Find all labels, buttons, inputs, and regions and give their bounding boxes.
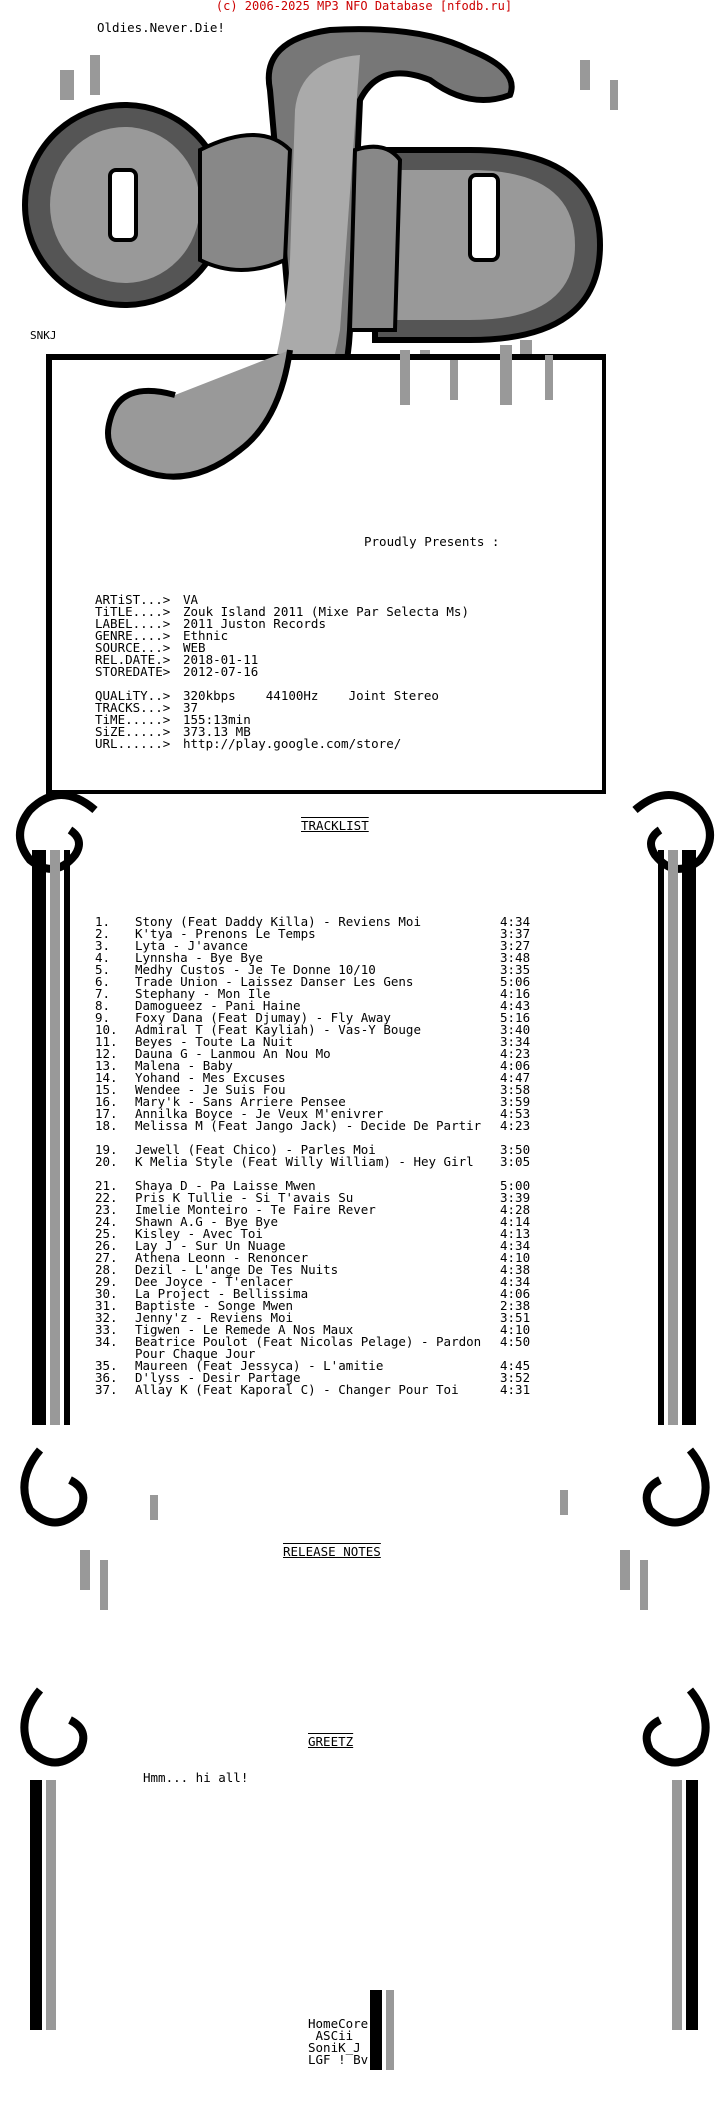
- track-number: 34.: [95, 1334, 118, 1349]
- track-number: 37.: [95, 1382, 118, 1397]
- track-number: 3.: [95, 938, 111, 953]
- track-title: Athena Leonn - Renoncer: [135, 1250, 309, 1265]
- info-value: 2011 Juston Records: [183, 616, 326, 631]
- track-number: 10.: [95, 1022, 118, 1037]
- track-number: 31.: [95, 1298, 118, 1313]
- track-title: Yohand - Mes Excuses: [135, 1070, 286, 1085]
- track-number: 20.: [95, 1154, 118, 1169]
- credit-line: LGF ! Bv: [308, 2052, 369, 2067]
- track-duration: 4:13: [500, 1226, 531, 1241]
- track-title: Wendee - Je Suis Fou: [135, 1082, 286, 1097]
- section-greetz: GREETZ: [308, 1734, 354, 1749]
- track-number: 9.: [95, 1010, 111, 1025]
- track-title: Admiral T (Feat Kayliah) - Vas-Y Bouge: [135, 1022, 421, 1037]
- track-duration: 3:39: [500, 1190, 531, 1205]
- track-number: 22.: [95, 1190, 118, 1205]
- track-duration: 4:28: [500, 1202, 531, 1217]
- track-title: Pris K Tullie - Si T'avais Su: [135, 1190, 354, 1205]
- track-title: Medhy Custos - Je Te Donne 10/10: [135, 962, 376, 977]
- track-number: 14.: [95, 1070, 118, 1085]
- track-title: K'tya - Prenons Le Temps: [135, 926, 316, 941]
- info-label: QUALiTY..>: [95, 688, 171, 703]
- track-number: 17.: [95, 1106, 118, 1121]
- track-number: 4.: [95, 950, 111, 965]
- track-number: 28.: [95, 1262, 118, 1277]
- track-duration: 4:10: [500, 1250, 531, 1265]
- info-label: STOREDATE>: [95, 664, 171, 679]
- info-label: URL......>: [95, 736, 171, 751]
- track-title: Lynnsha - Bye Bye: [135, 950, 263, 965]
- track-duration: 3:58: [500, 1082, 531, 1097]
- track-duration: 4:23: [500, 1046, 531, 1061]
- track-title: Dauna G - Lanmou An Nou Mo: [135, 1046, 331, 1061]
- track-title: Lyta - J'avance: [135, 938, 248, 953]
- track-title: Beatrice Poulot (Feat Nicolas Pelage) - Pardon Pour Chaque Jour: [135, 1334, 482, 1361]
- track-title: Baptiste - Songe Mwen: [135, 1298, 294, 1313]
- track-duration: 4:38: [500, 1262, 531, 1277]
- track-number: 12.: [95, 1046, 118, 1061]
- track-duration: 4:34: [500, 914, 531, 929]
- track-number: 13.: [95, 1058, 118, 1073]
- info-label: REL.DATE.>: [95, 652, 171, 667]
- info-value: Ethnic: [183, 628, 229, 643]
- logo-tagline: Oldies.Never.Die!: [97, 20, 225, 35]
- track-title: Jewell (Feat Chico) - Parles Moi: [135, 1142, 376, 1157]
- track-duration: 3:52: [500, 1370, 531, 1385]
- track-duration: 4:06: [500, 1286, 531, 1301]
- proudly-presents: Proudly Presents :: [364, 534, 500, 549]
- track-number: 27.: [95, 1250, 118, 1265]
- track-title: Malena - Baby: [135, 1058, 233, 1073]
- track-number: 23.: [95, 1202, 118, 1217]
- credit-line: HomeCore: [308, 2016, 369, 2031]
- track-title: Stephany - Mon Ile: [135, 986, 271, 1001]
- track-duration: 5:00: [500, 1178, 531, 1193]
- info-label: SiZE.....>: [95, 724, 171, 739]
- info-label: LABEL....>: [95, 616, 171, 631]
- track-title: La Project - Bellissima: [135, 1286, 309, 1301]
- info-label: TiME.....>: [95, 712, 171, 727]
- track-duration: 3:51: [500, 1310, 531, 1325]
- track-number: 32.: [95, 1310, 118, 1325]
- info-label: TiTLE....>: [95, 604, 171, 619]
- track-number: 5.: [95, 962, 111, 977]
- track-duration: 3:59: [500, 1094, 531, 1109]
- info-label: TRACKS...>: [95, 700, 171, 715]
- track-duration: 4:45: [500, 1358, 531, 1373]
- track-title: Shawn A.G - Bye Bye: [135, 1214, 278, 1229]
- track-duration: 4:47: [500, 1070, 531, 1085]
- track-duration: 4:50: [500, 1334, 531, 1349]
- track-title: Maureen (Feat Jessyca) - L'amitie: [135, 1358, 384, 1373]
- info-value: http://play.google.com/store/: [183, 736, 402, 751]
- track-number: 18.: [95, 1118, 118, 1133]
- track-number: 25.: [95, 1226, 118, 1241]
- track-title: Tigwen - Le Remede A Nos Maux: [135, 1322, 354, 1337]
- track-duration: 4:34: [500, 1274, 531, 1289]
- track-duration: 5:16: [500, 1010, 531, 1025]
- info-value: 320kbps 44100Hz Joint Stereo: [183, 688, 439, 703]
- track-duration: 2:38: [500, 1298, 531, 1313]
- track-duration: 3:34: [500, 1034, 531, 1049]
- track-duration: 3:50: [500, 1142, 531, 1157]
- track-title: Imelie Monteiro - Te Faire Rever: [135, 1202, 376, 1217]
- info-value: 2012-07-16: [183, 664, 259, 679]
- track-duration: 5:06: [500, 974, 531, 989]
- track-number: 1.: [95, 914, 111, 929]
- track-duration: 4:16: [500, 986, 531, 1001]
- info-value: 155:13min: [183, 712, 251, 727]
- track-number: 19.: [95, 1142, 118, 1157]
- credit-line: SoniK_J: [308, 2040, 361, 2055]
- section-tracklist: TRACKLIST: [301, 818, 369, 833]
- track-title: Allay K (Feat Kaporal C) - Changer Pour Toi: [135, 1382, 459, 1397]
- track-duration: 4:14: [500, 1214, 531, 1229]
- track-duration: 4:10: [500, 1322, 531, 1337]
- track-number: 15.: [95, 1082, 118, 1097]
- track-duration: 3:27: [500, 938, 531, 953]
- track-duration: 4:43: [500, 998, 531, 1013]
- section-release-notes: RELEASE NOTES: [283, 1544, 381, 1559]
- track-title: Dezil - L'ange De Tes Nuits: [135, 1262, 339, 1277]
- track-title: Trade Union - Laissez Danser Les Gens: [135, 974, 414, 989]
- info-value: 37: [183, 700, 199, 715]
- info-value: 373.13 MB: [183, 724, 251, 739]
- track-title: Stony (Feat Daddy Killa) - Reviens Moi: [135, 914, 421, 929]
- credits-art: [360, 1990, 420, 2070]
- track-number: 7.: [95, 986, 111, 1001]
- track-title: Shaya D - Pa Laisse Mwen: [135, 1178, 316, 1193]
- track-title: Damogueez - Pani Haine: [135, 998, 301, 1013]
- info-label: GENRE....>: [95, 628, 171, 643]
- track-number: 36.: [95, 1370, 118, 1385]
- track-duration: 4:06: [500, 1058, 531, 1073]
- track-duration: 4:23: [500, 1118, 531, 1133]
- track-title: Foxy Dana (Feat Djumay) - Fly Away: [135, 1010, 391, 1025]
- track-duration: 3:40: [500, 1022, 531, 1037]
- track-number: 26.: [95, 1238, 118, 1253]
- track-duration: 4:31: [500, 1382, 531, 1397]
- track-number: 2.: [95, 926, 111, 941]
- track-number: 11.: [95, 1034, 118, 1049]
- info-value: 2018-01-11: [183, 652, 259, 667]
- info-label: ARTiST...>: [95, 592, 171, 607]
- track-title: Mary'k - Sans Arriere Pensee: [135, 1094, 346, 1109]
- track-number: 21.: [95, 1178, 118, 1193]
- track-title: Dee Joyce - T'enlacer: [135, 1274, 294, 1289]
- track-title: Lay J - Sur Un Nuage: [135, 1238, 286, 1253]
- info-value: Zouk Island 2011 (Mixe Par Selecta Ms): [183, 604, 469, 619]
- track-title: Jenny'z - Reviens Moi: [135, 1310, 294, 1325]
- track-duration: 4:53: [500, 1106, 531, 1121]
- track-number: 24.: [95, 1214, 118, 1229]
- track-duration: 4:34: [500, 1238, 531, 1253]
- artist-tag: SNKJ: [30, 329, 57, 342]
- track-number: 16.: [95, 1094, 118, 1109]
- track-number: 30.: [95, 1286, 118, 1301]
- track-title: Melissa M (Feat Jango Jack) - Decide De Partir: [135, 1118, 482, 1133]
- credit-line: ASCii: [308, 2028, 354, 2043]
- track-title: D'lyss - Desir Partage: [135, 1370, 301, 1385]
- track-duration: 3:05: [500, 1154, 531, 1169]
- greetz-text: Hmm... hi all!: [143, 1770, 249, 1785]
- track-number: 8.: [95, 998, 111, 1013]
- track-number: 29.: [95, 1274, 118, 1289]
- track-duration: 3:48: [500, 950, 531, 965]
- track-number: 35.: [95, 1358, 118, 1373]
- track-number: 6.: [95, 974, 111, 989]
- track-title: K Melia Style (Feat Willy William) - Hey Girl: [135, 1154, 474, 1169]
- track-title: Annilka Boyce - Je Veux M'enivrer: [135, 1106, 384, 1121]
- logo-overlap-art: [0, 340, 728, 560]
- track-duration: 3:35: [500, 962, 531, 977]
- track-title: Beyes - Toute La Nuit: [135, 1034, 294, 1049]
- info-label: SOURCE...>: [95, 640, 171, 655]
- copyright-header: (c) 2006-2025 MP3 NFO Database [nfodb.ru]: [215, 0, 513, 13]
- track-title: Kisley - Avec Toi: [135, 1226, 263, 1241]
- info-value: VA: [183, 592, 199, 607]
- track-number: 33.: [95, 1322, 118, 1337]
- info-value: WEB: [183, 640, 206, 655]
- track-duration: 3:37: [500, 926, 531, 941]
